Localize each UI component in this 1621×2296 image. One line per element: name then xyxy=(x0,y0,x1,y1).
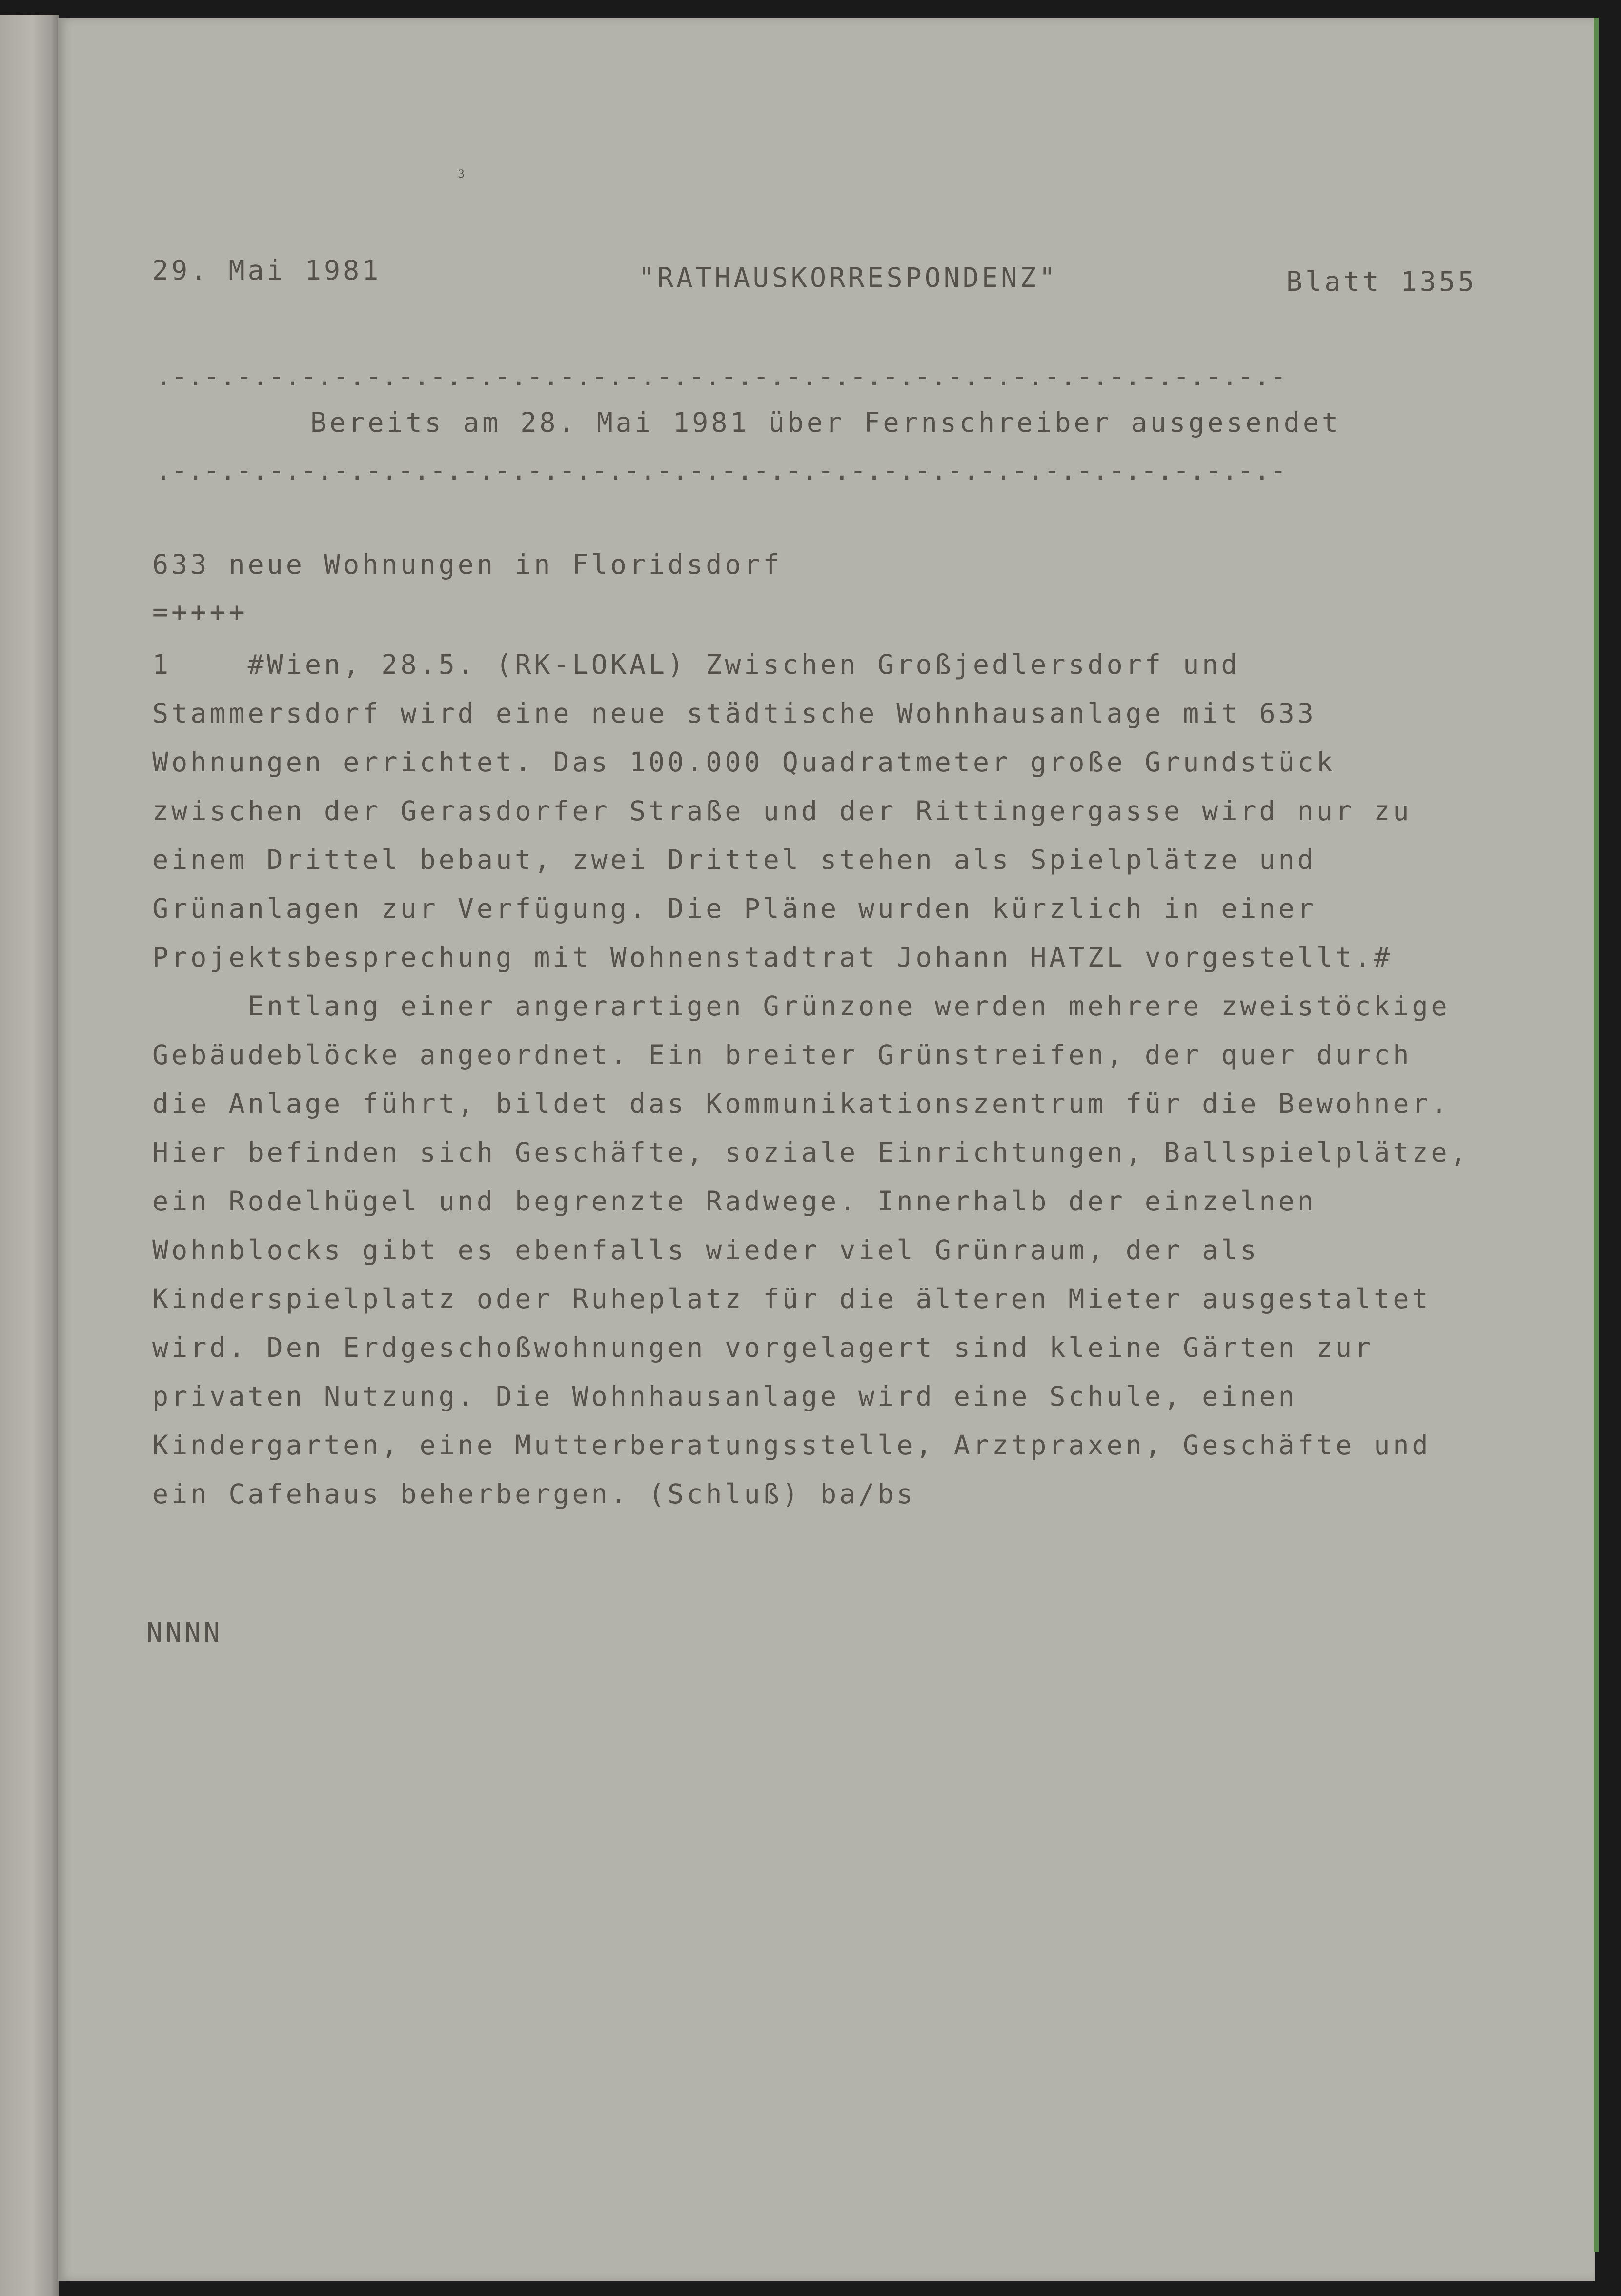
header-sheet-number: Blatt 1355 xyxy=(1286,266,1478,297)
body-line: einem Drittel bebaut, zwei Drittel stehen als Spielplätze und xyxy=(152,844,1317,875)
body-line: Gebäudeblöcke angeordnet. Ein breiter Grünstreifen, der quer durch xyxy=(152,1039,1412,1070)
article-marker: =++++ xyxy=(152,596,248,627)
header-publication: "RATHAUSKORRESPONDENZ" xyxy=(638,262,1058,293)
body-line: Kinderspielplatz oder Ruheplatz für die älteren Mieter ausgestaltet xyxy=(152,1283,1431,1314)
end-of-message-mark: NNNN xyxy=(146,1617,223,1648)
body-line: Projektsbesprechung mit Wohnenstadtrat Johann HATZL vorgestellt.# xyxy=(152,942,1393,973)
body-line: wird. Den Erdgeschoßwohnungen vorgelagert sind kleine Gärten zur xyxy=(152,1332,1374,1363)
body-line: Grünanlagen zur Verfügung. Die Pläne wurden kürzlich in einer xyxy=(152,893,1317,924)
body-line: Wohnblocks gibt es ebenfalls wieder viel Grünraum, der als xyxy=(152,1234,1259,1266)
article-headline: 633 neue Wohnungen in Floridsdorf xyxy=(152,549,782,580)
body-line: Kindergarten, eine Mutterberatungsstelle, Arztpraxen, Geschäfte und xyxy=(152,1430,1431,1461)
binding-edge xyxy=(0,15,59,2296)
body-line: Stammersdorf wird eine neue städtische Wohnhausanlage mit 633 xyxy=(152,698,1317,729)
page-mark: 3 xyxy=(458,168,465,181)
body-line: zwischen der Gerasdorfer Straße und der Rittingergasse wird nur zu xyxy=(152,795,1412,826)
body-line: ein Rodelhügel und begrenzte Radwege. Innerhalb der einzelnen xyxy=(152,1186,1317,1217)
body-line: privaten Nutzung. Die Wohnhausanlage wird eine Schule, einen xyxy=(152,1381,1297,1412)
body-line: die Anlage führt, bildet das Kommunikationszentrum für die Bewohner. xyxy=(152,1088,1450,1119)
header-date: 29. Mai 1981 xyxy=(152,255,382,286)
body-line: Wohnungen errichtet. Das 100.000 Quadratmeter große Grundstück xyxy=(152,746,1336,778)
transmission-note: Bereits am 28. Mai 1981 über Fernschreiber ausgesendet xyxy=(310,407,1341,438)
body-line: Hier befinden sich Geschäfte, soziale Einrichtungen, Ballspielplätze, xyxy=(152,1137,1469,1168)
body-line: ein Cafehaus beherbergen. (Schluß) ba/bs xyxy=(152,1478,916,1510)
body-line: Entlang einer angerartigen Grünzone werden mehrere zweistöckige xyxy=(152,990,1450,1022)
page-edge-strip xyxy=(1594,18,1599,2252)
separator-top: .-.-.-.-.-.-.-.-.-.-.-.-.-.-.-.-.-.-.-.-.-.-.-.-.-.-.-.-.-.-.-.-.-.-.- xyxy=(155,361,1286,392)
separator-bottom: .-.-.-.-.-.-.-.-.-.-.-.-.-.-.-.-.-.-.-.-.-.-.-.-.-.-.-.-.-.-.-.-.-.-.- xyxy=(155,455,1286,486)
body-line: 1 #Wien, 28.5. (RK-LOKAL) Zwischen Großjedlersdorf und xyxy=(152,649,1240,680)
